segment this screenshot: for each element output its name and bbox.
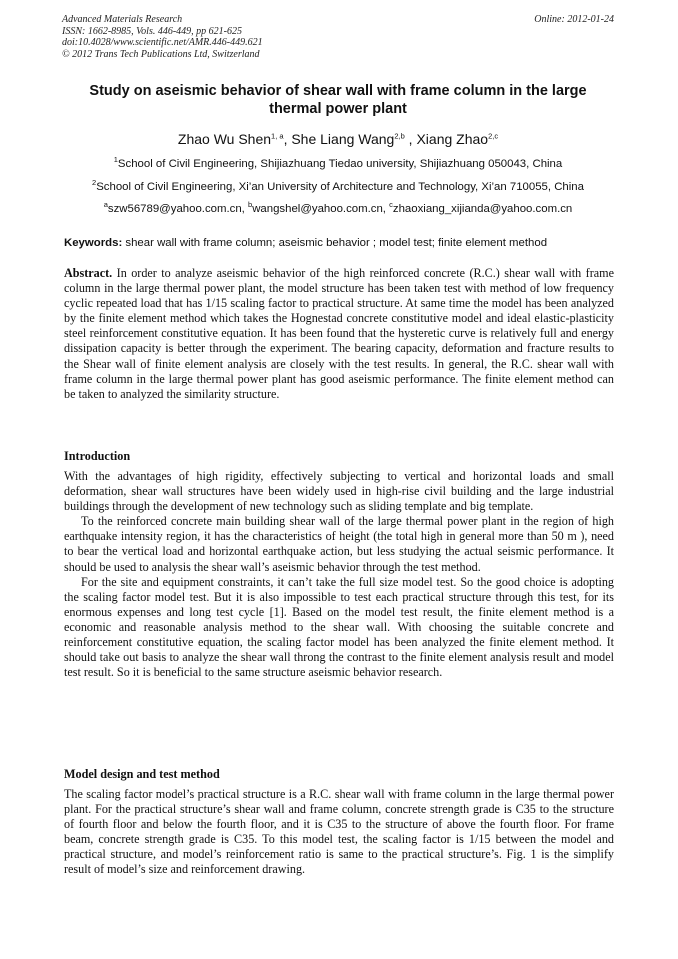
author-sup: 1, a [271,131,284,141]
introduction-body [64,469,614,680]
issn-line: ISSN: 1662-8985, Vols. 446-449, pp 621-625 [62,25,242,37]
email-address[interactable]: szw56789@yahoo.com.cn [107,203,242,215]
author-sup: 2,c [488,131,499,141]
affiliation-1 [62,157,614,171]
paragraph: For the site and equipment constraints, it can’t take the full size model test. So the good choice is adopting the scaling factor model test. But it is also impossible to test each practical structure through this test, for its enormous expenses and long test cycle [1]. Based on the model test result, the finite element method is a economic and reasonable analysis method to the shear wall. With choosing the suitable concrete and reinforcement constitutive equation, the scaling factor model has been analyzed the finite element method. It should take out basis to analyze the shear wall throng the contrast to the finite element analysis result and model test result. So it is beneficial to the same structure aseismic behavior research. [64,574,614,680]
email-address[interactable]: zhaoxiang_xijianda@yahoo.com.cn [392,203,573,215]
section-heading-introduction: Introduction [64,449,131,463]
journal-header [62,14,614,60]
author-name: She Liang Wang [291,131,395,147]
abstract [64,266,614,402]
author-sup: 2,b [394,131,405,141]
affiliation-text: School of Civil Engineering, Shijiazhuang Tiedao university, Shijiazhuang 050043, China [117,158,563,170]
author-list: Zhao Wu Shen$^{1, a}$, She Liang Wang$^{2,b}$ , Xiang Zhao$^{2,c}$ [177,131,499,147]
affiliation-2 [62,180,614,194]
section-heading-model-design: Model design and test method [64,767,220,781]
doi-line: doi:10.4028/www.scientific.net/AMR.446-449.621 [62,37,263,48]
paper-title: Study on aseismic behavior of shear wall with frame column in the large thermal power plant [89,83,587,117]
author-name: Zhao Wu Shen [177,131,272,147]
email-sup: b [248,200,253,210]
keywords [64,236,616,250]
keywords-label: Keywords: [64,237,123,249]
email-sup: a [103,200,108,210]
paragraph: With the advantages of high rigidity, effectively subjecting to vertical and horizontal loads and small deformation, shear wall structures have been widely used in high-rise civil building and the large industrial buildings through the development of new technology such as sliding template and big template. [64,469,614,514]
affiliation-sup: 1 [113,155,118,165]
paragraph: The scaling factor model’s practical structure is a R.C. shear wall with frame column in the large thermal power plant. For the practical structure’s shear wall and frame column, concrete strength grade is C35 to the structure of fourth floor and below the fourth floor, and it is C35 to the structure of above the fourth floor. For frame beam, concrete strength grade is C35. To this model test, the scaling factor is 1/15 between the model and practical structure, and model’s reinforcement ratio is same to the practical structure’s. Fig. 1 is the simplify result of model’s size and reinforcement drawing. [64,787,614,877]
copyright-line: © 2012 Trans Tech Publications Ltd, Switzerland [62,48,260,60]
email-line: $^a$szw56789@yahoo.com.cn, $^b$wangshel@yahoo.com.cn, $^c$zhaoxiang_xijianda@yahoo.com.cn [103,200,573,215]
keywords-text: shear wall with frame column; aseismic behavior ; model test; finite element method [125,237,548,249]
email-sup: c [389,200,393,210]
model-design-body [64,787,614,878]
abstract-label: Abstract. [64,266,113,280]
online-date: Online: 2012-01-24 [534,14,614,25]
author-name: Xiang Zhao [416,131,489,147]
paragraph: To the reinforced concrete main building shear wall of the large thermal power plant in the region of high earthquake intensity region, it has the characteristics of height (the total high in general more than 50 m ), need to bear the vertical load and horizontal earthquake action, but less studying the actual seismic performance. It should be used to analysis the shear wall’s aseismic behavior through the test method. [64,514,614,574]
affiliation-text: School of Civil Engineering, Xi’an University of Architecture and Technology, Xi’an 710055, China [96,181,584,193]
journal-name: Advanced Materials Research [62,14,183,25]
affiliation-sup: 2 [92,178,97,188]
email-address[interactable]: wangshel@yahoo.com.cn [252,203,383,215]
abstract-text: In order to analyze aseismic behavior of the high reinforced concrete (R.C.) shear wall with frame column in the large thermal power plant, the model structure has been taken test with method of low frequency cyclic repeated load that has 1/15 scaling factor to practical structure. At same time the model has been analyzed by the finite element method which takes the Hognestad concrete constitutive model and ideal elastic-plasticity steel reinforcement constitutive equation. It has been found that the hysteretic curve is relatively full and energy dissipation capacity is better through the experiment. The bearing capacity, deformation and fracture results to the Shear wall of finite element analysis are closely with the test results. In general, the R.C. shear wall with frame column in the large thermal power plant has good aseismic performance. The finite element method can be taken to analyzed the similarity structure. [64,266,614,401]
